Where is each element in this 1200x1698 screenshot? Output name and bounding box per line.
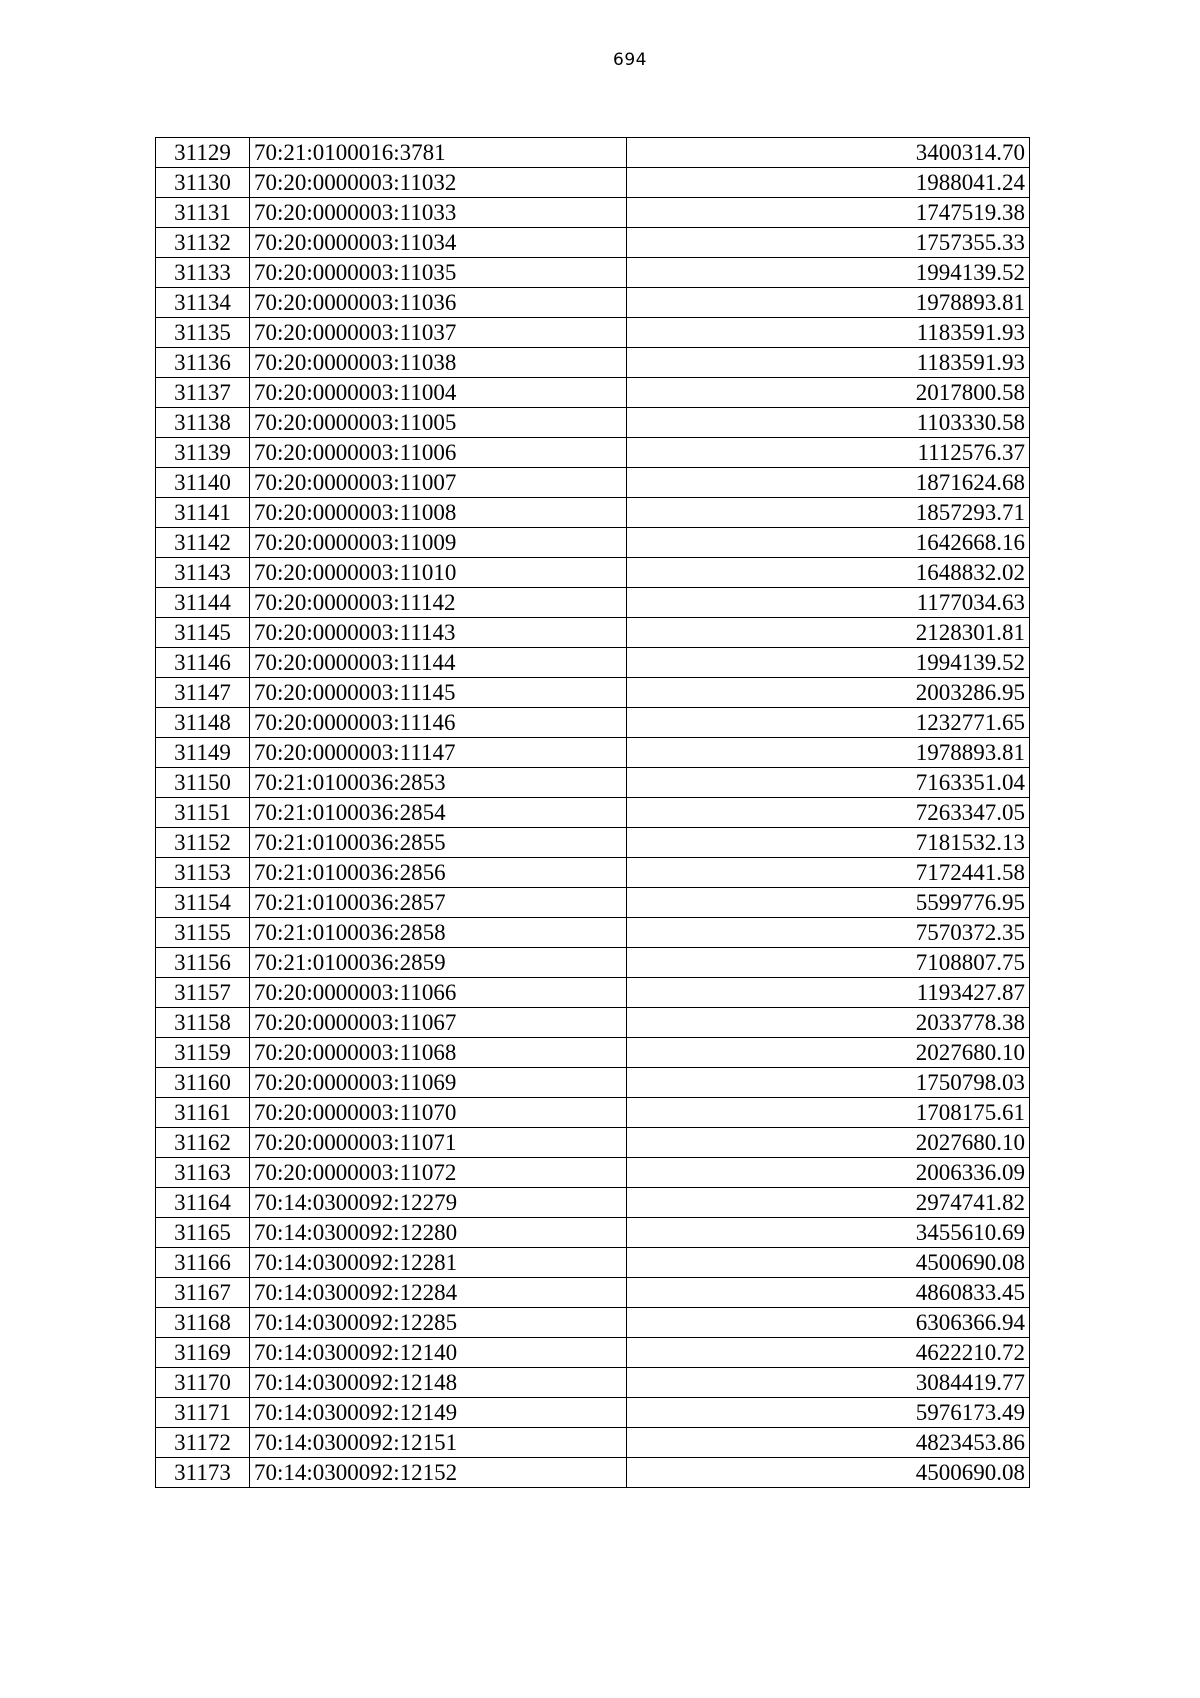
row-number-cell: 31161	[156, 1098, 250, 1128]
row-number-cell: 31171	[156, 1398, 250, 1428]
row-number-cell: 31160	[156, 1068, 250, 1098]
row-number-cell: 31132	[156, 228, 250, 258]
cadastral-value-cell: 7163351.04	[627, 768, 1030, 798]
table-row	[156, 1158, 1030, 1188]
row-number-cell: 31146	[156, 648, 250, 678]
row-number-cell: 31173	[156, 1458, 250, 1488]
cadastral-value-cell: 2128301.81	[627, 618, 1030, 648]
row-number-cell: 31137	[156, 378, 250, 408]
cadastral-number-cell: 70:20:0000003:11068	[250, 1038, 627, 1068]
row-number-cell: 31167	[156, 1278, 250, 1308]
cadastral-number-cell: 70:20:0000003:11035	[250, 258, 627, 288]
table-row	[156, 228, 1030, 258]
cadastral-value-cell: 1757355.33	[627, 228, 1030, 258]
table-row	[156, 918, 1030, 948]
cadastral-number-cell: 70:14:0300092:12285	[250, 1308, 627, 1338]
cadastral-number-cell: 70:20:0000003:11038	[250, 348, 627, 378]
cadastral-number-cell: 70:14:0300092:12151	[250, 1428, 627, 1458]
cadastral-number-cell: 70:21:0100036:2856	[250, 858, 627, 888]
cadastral-value-cell: 7172441.58	[627, 858, 1030, 888]
cadastral-value-cell: 3084419.77	[627, 1368, 1030, 1398]
table-row	[156, 1068, 1030, 1098]
row-number-cell: 31140	[156, 468, 250, 498]
cadastral-value-cell: 1978893.81	[627, 738, 1030, 768]
cadastral-value-cell: 1747519.38	[627, 198, 1030, 228]
row-number-cell: 31172	[156, 1428, 250, 1458]
cadastral-value-cell: 2027680.10	[627, 1038, 1030, 1068]
row-number-cell: 31166	[156, 1248, 250, 1278]
cadastral-number-cell: 70:20:0000003:11071	[250, 1128, 627, 1158]
table-row	[156, 1428, 1030, 1458]
row-number-cell: 31164	[156, 1188, 250, 1218]
cadastral-number-cell: 70:20:0000003:11008	[250, 498, 627, 528]
cadastral-value-cell: 1708175.61	[627, 1098, 1030, 1128]
row-number-cell: 31148	[156, 708, 250, 738]
row-number-cell: 31170	[156, 1368, 250, 1398]
row-number-cell: 31163	[156, 1158, 250, 1188]
cadastral-value-cell: 1648832.02	[627, 558, 1030, 588]
cadastral-number-cell: 70:20:0000003:11072	[250, 1158, 627, 1188]
cadastral-value-cell: 5976173.49	[627, 1398, 1030, 1428]
cadastral-number-cell: 70:20:0000003:11147	[250, 738, 627, 768]
row-number-cell: 31136	[156, 348, 250, 378]
row-number-cell: 31129	[156, 138, 250, 168]
cadastral-value-cell: 4622210.72	[627, 1338, 1030, 1368]
cadastral-number-cell: 70:20:0000003:11070	[250, 1098, 627, 1128]
cadastral-value-table	[155, 137, 1030, 1488]
table-row	[156, 978, 1030, 1008]
table-row	[156, 1308, 1030, 1338]
cadastral-number-cell: 70:20:0000003:11036	[250, 288, 627, 318]
table-row	[156, 468, 1030, 498]
row-number-cell: 31150	[156, 768, 250, 798]
row-number-cell: 31135	[156, 318, 250, 348]
table-row	[156, 738, 1030, 768]
cadastral-value-cell: 2027680.10	[627, 1128, 1030, 1158]
row-number-cell: 31154	[156, 888, 250, 918]
cadastral-number-cell: 70:21:0100036:2858	[250, 918, 627, 948]
row-number-cell: 31149	[156, 738, 250, 768]
cadastral-value-cell: 3400314.70	[627, 138, 1030, 168]
table-row	[156, 498, 1030, 528]
table-row	[156, 168, 1030, 198]
row-number-cell: 31155	[156, 918, 250, 948]
table-row	[156, 348, 1030, 378]
cadastral-number-cell: 70:14:0300092:12281	[250, 1248, 627, 1278]
table-row	[156, 588, 1030, 618]
cadastral-value-cell: 1177034.63	[627, 588, 1030, 618]
row-number-cell: 31134	[156, 288, 250, 318]
cadastral-value-cell: 1871624.68	[627, 468, 1030, 498]
row-number-cell: 31169	[156, 1338, 250, 1368]
cadastral-number-cell: 70:20:0000003:11033	[250, 198, 627, 228]
row-number-cell: 31133	[156, 258, 250, 288]
cadastral-value-cell: 1193427.87	[627, 978, 1030, 1008]
table-row	[156, 888, 1030, 918]
table-row	[156, 378, 1030, 408]
cadastral-value-cell: 7263347.05	[627, 798, 1030, 828]
row-number-cell: 31143	[156, 558, 250, 588]
cadastral-number-cell: 70:20:0000003:11010	[250, 558, 627, 588]
row-number-cell: 31151	[156, 798, 250, 828]
row-number-cell: 31165	[156, 1218, 250, 1248]
cadastral-number-cell: 70:21:0100036:2857	[250, 888, 627, 918]
cadastral-number-cell: 70:20:0000003:11067	[250, 1008, 627, 1038]
row-number-cell: 31153	[156, 858, 250, 888]
cadastral-value-cell: 1857293.71	[627, 498, 1030, 528]
cadastral-number-cell: 70:14:0300092:12280	[250, 1218, 627, 1248]
table-row	[156, 528, 1030, 558]
row-number-cell: 31152	[156, 828, 250, 858]
row-number-cell: 31142	[156, 528, 250, 558]
cadastral-number-cell: 70:14:0300092:12284	[250, 1278, 627, 1308]
table-row	[156, 618, 1030, 648]
cadastral-number-cell: 70:20:0000003:11004	[250, 378, 627, 408]
table-row	[156, 198, 1030, 228]
cadastral-value-cell: 1994139.52	[627, 648, 1030, 678]
table-row	[156, 1398, 1030, 1428]
table-row	[156, 1008, 1030, 1038]
cadastral-value-cell: 2003286.95	[627, 678, 1030, 708]
table-row	[156, 1338, 1030, 1368]
cadastral-number-cell: 70:21:0100016:3781	[250, 138, 627, 168]
table-row	[156, 1458, 1030, 1488]
table-row	[156, 798, 1030, 828]
row-number-cell: 31157	[156, 978, 250, 1008]
cadastral-value-cell: 4500690.08	[627, 1248, 1030, 1278]
cadastral-number-cell: 70:20:0000003:11069	[250, 1068, 627, 1098]
table-row	[156, 708, 1030, 738]
cadastral-number-cell: 70:20:0000003:11034	[250, 228, 627, 258]
cadastral-value-cell: 4860833.45	[627, 1278, 1030, 1308]
cadastral-value-cell: 2974741.82	[627, 1188, 1030, 1218]
row-number-cell: 31144	[156, 588, 250, 618]
table-row	[156, 1248, 1030, 1278]
table-row	[156, 768, 1030, 798]
cadastral-value-cell: 6306366.94	[627, 1308, 1030, 1338]
cadastral-value-cell: 1988041.24	[627, 168, 1030, 198]
cadastral-number-cell: 70:20:0000003:11005	[250, 408, 627, 438]
table-row	[156, 948, 1030, 978]
row-number-cell: 31156	[156, 948, 250, 978]
row-number-cell: 31138	[156, 408, 250, 438]
table-row	[156, 1038, 1030, 1068]
cadastral-number-cell: 70:14:0300092:12140	[250, 1338, 627, 1368]
cadastral-value-cell: 1994139.52	[627, 258, 1030, 288]
registry-table-container	[155, 137, 1029, 1488]
cadastral-number-cell: 70:21:0100036:2855	[250, 828, 627, 858]
table-row	[156, 1128, 1030, 1158]
table-row	[156, 258, 1030, 288]
cadastral-number-cell: 70:20:0000003:11142	[250, 588, 627, 618]
cadastral-value-cell: 1183591.93	[627, 348, 1030, 378]
cadastral-value-cell: 7570372.35	[627, 918, 1030, 948]
table-row	[156, 1278, 1030, 1308]
cadastral-value-cell: 1978893.81	[627, 288, 1030, 318]
cadastral-value-cell: 2033778.38	[627, 1008, 1030, 1038]
cadastral-value-cell: 1112576.37	[627, 438, 1030, 468]
cadastral-number-cell: 70:21:0100036:2854	[250, 798, 627, 828]
cadastral-number-cell: 70:20:0000003:11143	[250, 618, 627, 648]
table-row	[156, 828, 1030, 858]
cadastral-number-cell: 70:20:0000003:11146	[250, 708, 627, 738]
cadastral-value-cell: 1232771.65	[627, 708, 1030, 738]
row-number-cell: 31131	[156, 198, 250, 228]
cadastral-number-cell: 70:14:0300092:12152	[250, 1458, 627, 1488]
page-number: 694	[613, 50, 647, 70]
cadastral-number-cell: 70:21:0100036:2859	[250, 948, 627, 978]
cadastral-number-cell: 70:20:0000003:11066	[250, 978, 627, 1008]
cadastral-number-cell: 70:20:0000003:11145	[250, 678, 627, 708]
row-number-cell: 31168	[156, 1308, 250, 1338]
cadastral-value-cell: 5599776.95	[627, 888, 1030, 918]
cadastral-value-cell: 4823453.86	[627, 1428, 1030, 1458]
cadastral-number-cell: 70:20:0000003:11006	[250, 438, 627, 468]
cadastral-number-cell: 70:20:0000003:11007	[250, 468, 627, 498]
table-row	[156, 1188, 1030, 1218]
cadastral-number-cell: 70:14:0300092:12279	[250, 1188, 627, 1218]
cadastral-number-cell: 70:14:0300092:12149	[250, 1398, 627, 1428]
table-row	[156, 858, 1030, 888]
cadastral-value-cell: 2006336.09	[627, 1158, 1030, 1188]
row-number-cell: 31159	[156, 1038, 250, 1068]
table-row	[156, 648, 1030, 678]
table-row	[156, 1098, 1030, 1128]
table-row	[156, 288, 1030, 318]
table-row	[156, 1368, 1030, 1398]
cadastral-number-cell: 70:21:0100036:2853	[250, 768, 627, 798]
cadastral-value-cell: 1103330.58	[627, 408, 1030, 438]
cadastral-number-cell: 70:20:0000003:11032	[250, 168, 627, 198]
table-row	[156, 318, 1030, 348]
table-row	[156, 408, 1030, 438]
cadastral-value-cell: 4500690.08	[627, 1458, 1030, 1488]
table-row	[156, 678, 1030, 708]
table-row	[156, 1218, 1030, 1248]
cadastral-value-cell: 1183591.93	[627, 318, 1030, 348]
row-number-cell: 31139	[156, 438, 250, 468]
row-number-cell: 31130	[156, 168, 250, 198]
table-row	[156, 558, 1030, 588]
row-number-cell: 31141	[156, 498, 250, 528]
row-number-cell: 31147	[156, 678, 250, 708]
cadastral-value-cell: 7181532.13	[627, 828, 1030, 858]
cadastral-value-cell: 1750798.03	[627, 1068, 1030, 1098]
cadastral-number-cell: 70:20:0000003:11009	[250, 528, 627, 558]
table-body	[156, 138, 1030, 1488]
cadastral-value-cell: 3455610.69	[627, 1218, 1030, 1248]
cadastral-number-cell: 70:14:0300092:12148	[250, 1368, 627, 1398]
cadastral-number-cell: 70:20:0000003:11037	[250, 318, 627, 348]
row-number-cell: 31158	[156, 1008, 250, 1038]
row-number-cell: 31162	[156, 1128, 250, 1158]
table-row	[156, 438, 1030, 468]
table-row	[156, 138, 1030, 168]
cadastral-value-cell: 7108807.75	[627, 948, 1030, 978]
cadastral-number-cell: 70:20:0000003:11144	[250, 648, 627, 678]
cadastral-value-cell: 2017800.58	[627, 378, 1030, 408]
row-number-cell: 31145	[156, 618, 250, 648]
cadastral-value-cell: 1642668.16	[627, 528, 1030, 558]
